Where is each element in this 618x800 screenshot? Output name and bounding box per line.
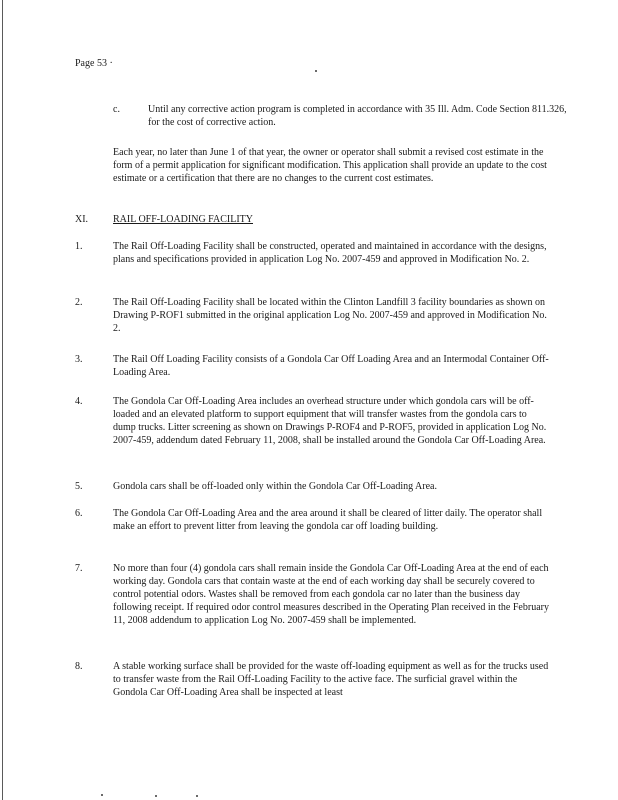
list-item (75, 480, 550, 493)
item-number: 6. (75, 508, 83, 519)
item-text: The Gondola Car Off-Loading Area includes an overhead structure under which gondola cars will be off-loaded and an elevated platform to support equipment that will transfer wastes from the gondola cars to dump trucks. Litter screening as shown on Drawings P-ROF4 and P-ROF5, provided in application Log No. 2007-459, addendum dated February 11, 2008, shall be installed around the Gondola Car Off-Loading Area. (113, 396, 547, 446)
page-number: Page 53 · (75, 58, 113, 69)
item-text: The Rail Off Loading Facility consists of a Gondola Car Off Loading Area and an Intermodal Container Off-Loading Area. (113, 354, 549, 378)
cost-estimate-paragraph: Each year, no later than June 1 of that year, the owner or operator shall submit a revised cost estimate in the form of a permit application for significant modification. This application shall provide an update to the cost estimate or a certification that there are no changes to the current cost estimates. (113, 147, 547, 184)
paragraph-c-text: Until any corrective action program is completed in accordance with 35 Ill. Adm. Code Section 811.326, for the cost of corrective action. (148, 104, 567, 128)
section-title: RAIL OFF-LOADING FACILITY (113, 214, 253, 225)
item-number: 1. (75, 241, 83, 252)
paragraph-c-label: c. (113, 104, 120, 115)
item-text: The Rail Off-Loading Facility shall be constructed, operated and maintained in accordance with the designs, plans and specifications provided in application Log No. 2007-459 and approved in Modification No. 2. (113, 241, 547, 265)
list-item (75, 296, 550, 335)
item-text: Gondola cars shall be off-loaded only within the Gondola Car Off-Loading Area. (113, 481, 437, 492)
item-text: The Gondola Car Off-Loading Area and the area around it shall be cleared of litter daily. The operator shall make an effort to prevent litter from leaving the gondola car off loading building. (113, 508, 543, 532)
list-item (75, 240, 550, 266)
scan-edge-line (2, 0, 3, 800)
list-item (75, 660, 550, 699)
list-item (75, 395, 550, 447)
item-number: 7. (75, 563, 83, 574)
paragraph-c (113, 103, 573, 129)
item-number: 2. (75, 297, 83, 308)
item-number: 8. (75, 661, 83, 672)
list-item (75, 353, 550, 379)
section-number: XI. (75, 214, 89, 225)
scan-speck (101, 794, 103, 796)
item-text: No more than four (4) gondola cars shall remain inside the Gondola Car Off-Loading Area at the end of each working day. Gondola cars that contain waste at the end of each working day shall be securely covered to control potential odors. Wastes shall be removed from each gondola car no later than the business day following receipt. If required odor control measures described in the Operating Plan received in the February 11, 2008 addendum to application Log No. 2007-459 shall be implemented. (113, 563, 549, 626)
scan-speck (196, 795, 198, 797)
item-number: 4. (75, 396, 83, 407)
list-item (75, 507, 550, 533)
scan-speck (315, 70, 317, 72)
scan-speck (155, 795, 157, 797)
item-text: A stable working surface shall be provided for the waste off-loading equipment as well as for the trucks used to transfer waste from the Rail Off-Loading Facility to the active face. The surficial gravel within the Gondola Car Off-Loading Area shall be inspected at least (113, 661, 549, 698)
item-text: The Rail Off-Loading Facility shall be located within the Clinton Landfill 3 facility boundaries as shown on Drawing P-ROF1 submitted in the original application Log No. 2007-459 and approved in Modification No. 2. (113, 297, 547, 334)
item-number: 5. (75, 481, 83, 492)
list-item (75, 562, 550, 627)
item-number: 3. (75, 354, 83, 365)
